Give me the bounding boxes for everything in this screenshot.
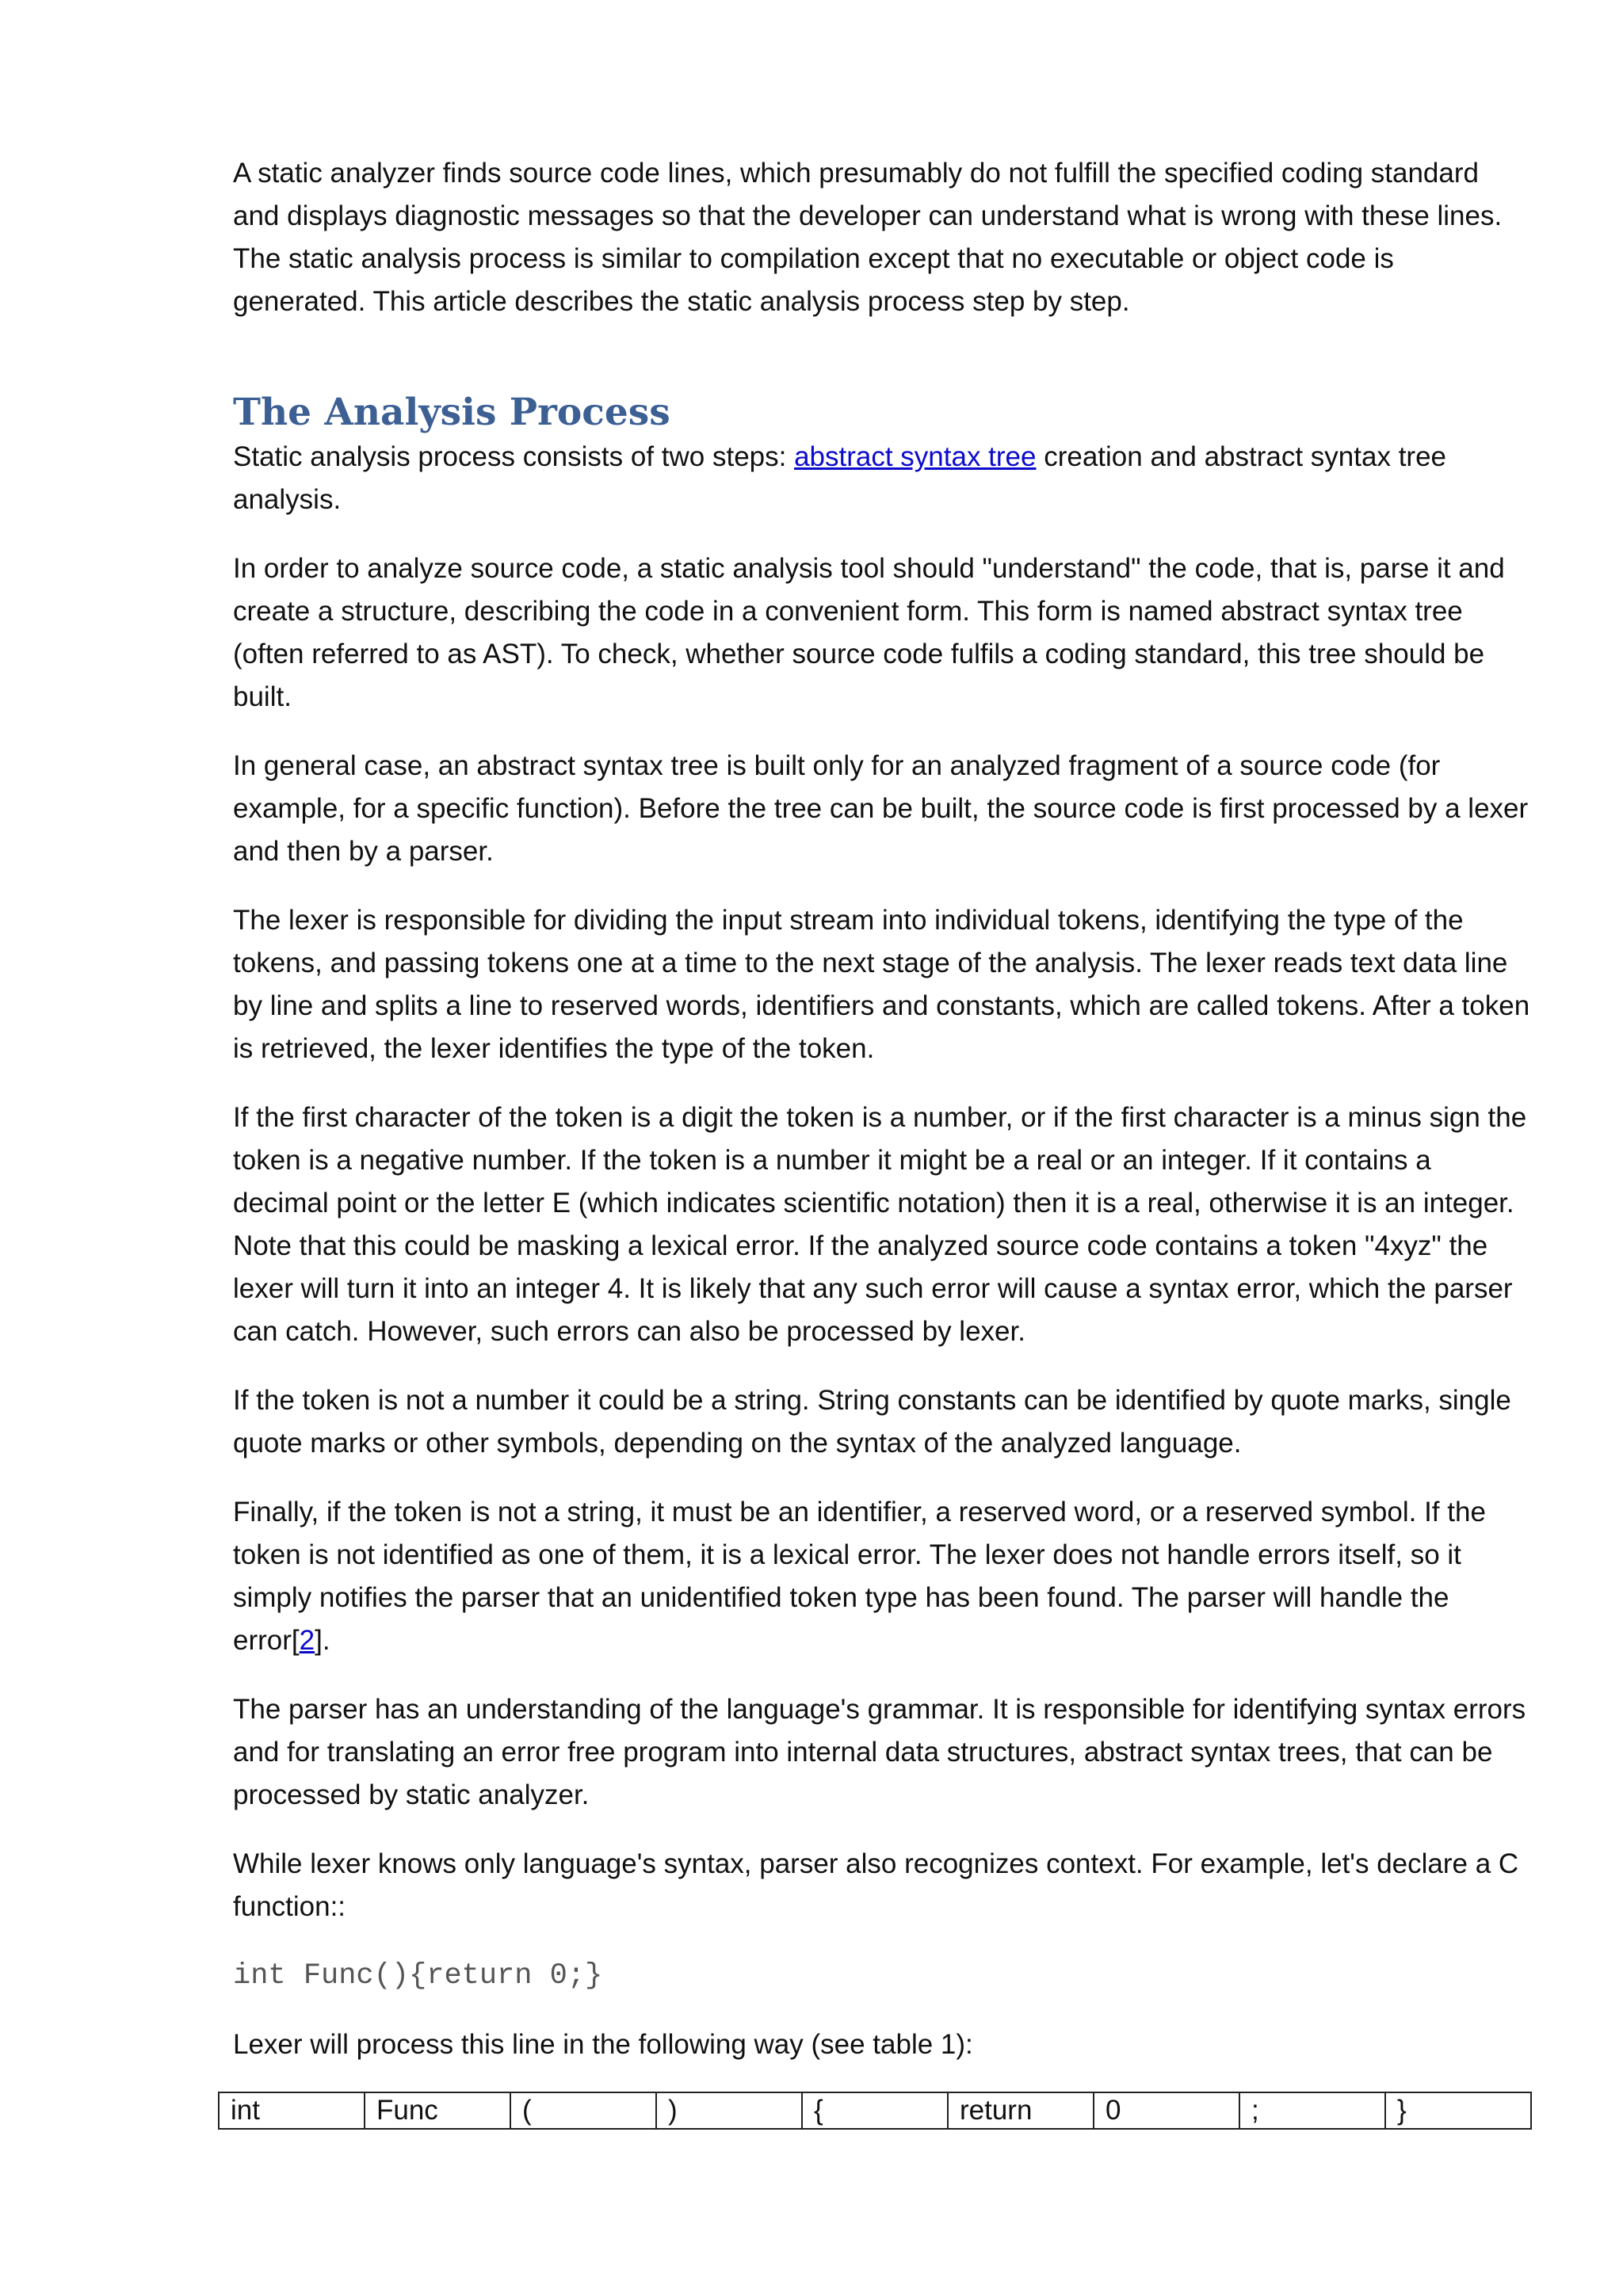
paragraph-strings: If the token is not a number it could be a string. String constants can be identified by quote marks, single quote marks or other symbols, depending on the syntax of the analyzed language. (233, 1385, 1511, 1459)
paragraph-text: ]. (315, 1625, 330, 1656)
reference-link-2[interactable]: 2 (299, 1625, 315, 1656)
table-cell: 0 (1094, 2092, 1239, 2129)
paragraph-text: Static analysis process consists of two steps: (233, 441, 795, 472)
code-snippet: int Func(){return 0;} (233, 1959, 603, 1993)
abstract-syntax-tree-link[interactable]: abstract syntax tree (794, 441, 1037, 472)
article-body (233, 152, 1533, 2092)
table-row (219, 2092, 1531, 2129)
paragraph-text: creation and abstract syntax tree analysis. (233, 441, 1446, 515)
paragraph-identifiers (233, 1491, 1533, 1662)
paragraph-steps (233, 436, 1533, 521)
table-cell: { (802, 2092, 948, 2129)
paragraph-parser: The parser has an understanding of the language's grammar. It is responsible for identifying syntax errors and for translating an error free program into internal data structures, abstract syntax trees, that can be processed by static analyzer. (233, 1694, 1526, 1810)
tokens-table (218, 2092, 1532, 2130)
paragraph-context: While lexer knows only language's syntax, parser also recognizes context. For example, let's declare a C function:: (233, 1848, 1519, 1922)
table-cell: ( (510, 2092, 656, 2129)
table-cell: return (948, 2092, 1094, 2129)
paragraph-numbers: If the first character of the token is a digit the token is a number, or if the first character is a minus sign the token is a negative number. If the token is a number it might be a real or an integer. If it contains a decimal point or the letter E (which indicates scientific notation) then it is a real, otherwise it is an integer. Note that this could be masking a lexical error. If the analyzed source code contains a token "4xyz" the lexer will turn it into an integer 4. It is likely that any such error will cause a syntax error, which the parser can catch. However, such errors can also be processed by lexer. (233, 1102, 1527, 1347)
paragraph-table-intro: Lexer will process this line in the following way (see table 1): (233, 2029, 973, 2060)
paragraph-lexer: The lexer is responsible for dividing the input stream into individual tokens, identifying the type of the tokens, and passing tokens one at a time to the next stage of the analysis. The lexer reads text data line by line and splits a line to reserved words, identifiers and constants, which are called tokens. After a token is retrieved, the lexer identifies the type of the token. (233, 905, 1530, 1064)
paragraph-text: Finally, if the token is not a string, it must be an identifier, a reserved word, or a reserved symbol. If the token is not identified as one of them, it is a lexical error. The lexer does not handle errors itself, so it simply notifies the parser that an unidentified token type has been found. The parser will handle the error[ (233, 1497, 1486, 1656)
intro-paragraph: A static analyzer finds source code lines, which presumably do not fulfill the specified coding standard and displays diagnostic messages so that the developer can understand what is wrong with these lines. The static analysis process is similar to compilation except that no executable or object code is generated. This article describes the static analysis process step by step. (233, 158, 1503, 317)
paragraph-general-case: In general case, an abstract syntax tree is built only for an analyzed fragment of a source code (for example, for a specific function). Before the tree can be built, the source code is first processed by a lexer and then by a parser. (233, 750, 1529, 867)
table-cell: ; (1239, 2092, 1385, 2129)
table-cell: } (1385, 2092, 1531, 2129)
section-heading: The Analysis Process (233, 391, 670, 434)
table-cell: ) (656, 2092, 802, 2129)
table-cell: int (219, 2092, 365, 2129)
table-cell: Func (365, 2092, 510, 2129)
paragraph-ast: In order to analyze source code, a static analysis tool should "understand" the code, that is, parse it and create a structure, describing the code in a convenient form. This form is named abstract syntax tree (often referred to as AST). To check, whether source code fulfils a coding standard, this tree should be built. (233, 553, 1505, 712)
